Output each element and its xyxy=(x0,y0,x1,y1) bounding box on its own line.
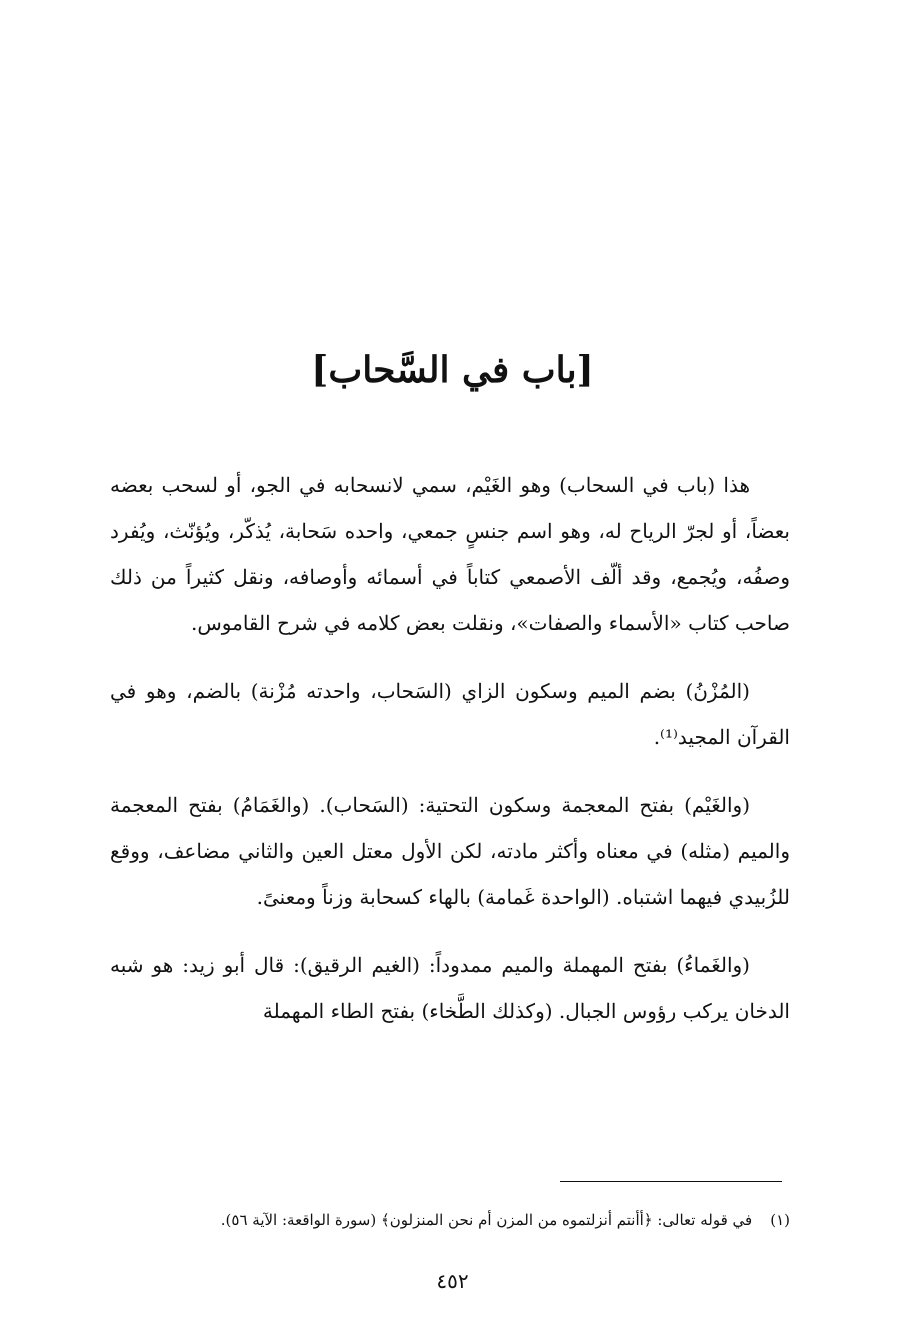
paragraph-ghaym: (والغَيْم) بفتح المعجمة وسكون التحتية: (السَحاب). (والغَمَامُ) بفتح المعجمة والميم (مثله) في معناه وأكثر مادته، لكن الأول معتل العين والثاني مضاعف، ووقع للزُبيدي فيهما اشتباه. (الواحدة غَمامة) بالهاء كسحابة وزناً ومعنىً. xyxy=(110,793,790,909)
footnote-number: (١) xyxy=(770,1211,790,1229)
main-text xyxy=(110,462,790,1056)
footnote-text: في قوله تعالى: ﴿أأنتم أنزلتموه من المزن أم نحن المنزلون﴾ (سورة الواقعة: الآية ٥٦). xyxy=(220,1211,753,1229)
paragraph-muzn: (المُزْنُ) بضم الميم وسكون الزاي (السَحاب، واحدته مُزْنة) بالضم، وهو في القرآن المجيد⁽¹⁾. xyxy=(110,679,790,749)
paragraph-clouds-intro: هذا (باب في السحاب) وهو الغَيْم، سمي لانسحابه في الجو، أو لسحب بعضه بعضاً، أو لجرّ الرياح له، وهو اسم جنسٍ جمعي، واحده سَحابة، يُذكّر، ويُؤنّث، ويُفرد وصفُه، ويُجمع، وقد ألّف الأصمعي كتاباً في أسمائه وأوصافه، ونقل كثيراً من ذلك صاحب كتاب «الأسماء والصفات»، ونقلت بعض كلامه في شرح القاموس. xyxy=(110,473,790,635)
chapter-title: [باب في السَّحاب] xyxy=(311,349,594,391)
footnote xyxy=(100,1206,790,1234)
footnote-divider xyxy=(560,1181,782,1182)
paragraph-ghama: (والغَماءُ) بفتح المهملة والميم ممدوداً: (الغيم الرقيق): قال أبو زيد: هو شبه الدخان يركب رؤوس الجبال. (وكذلك الطَّخاء) بفتح الطاء المهملة xyxy=(110,953,790,1023)
page-number: ٤٥٢ xyxy=(436,1269,469,1293)
